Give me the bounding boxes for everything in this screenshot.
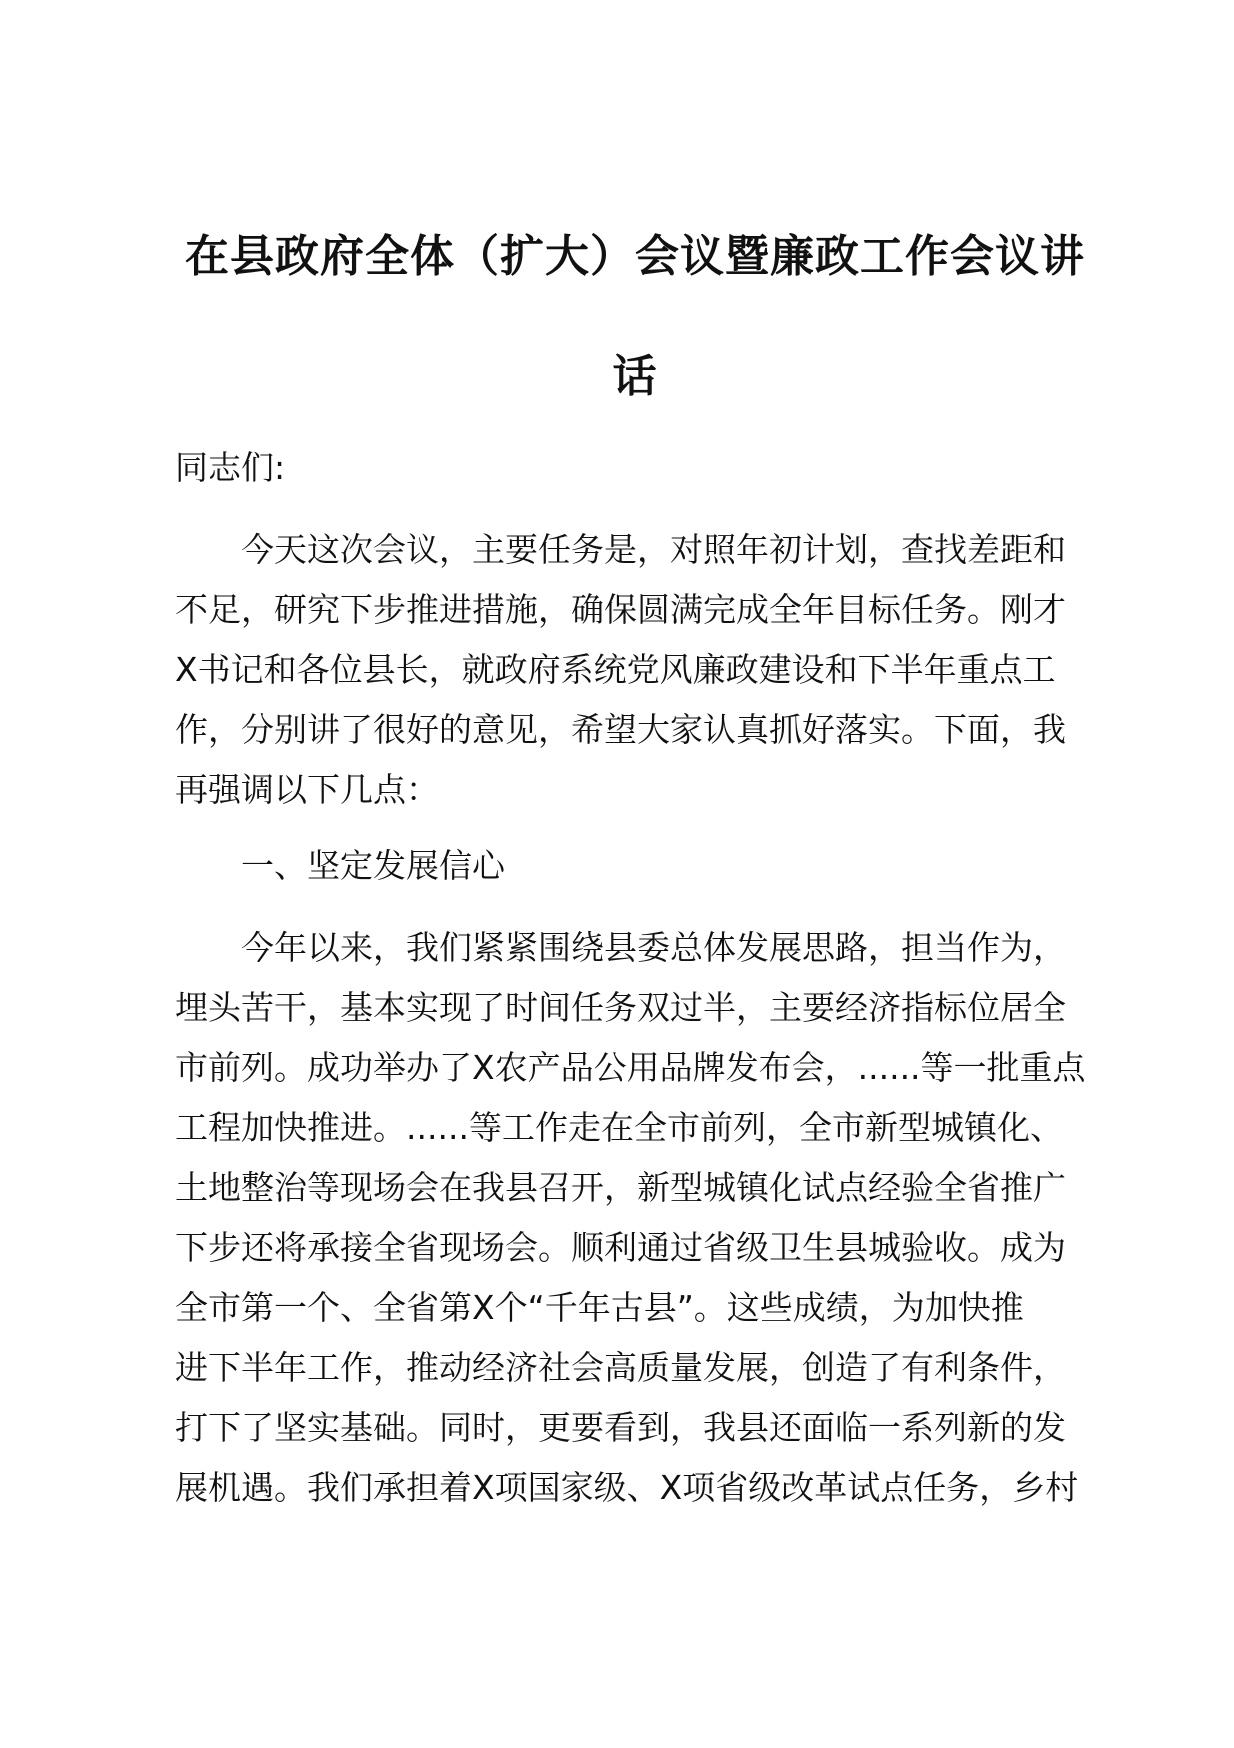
- paragraph-line: 今天这次会议，主要任务是，对照年初计划，查找差距和: [241, 530, 1066, 569]
- salutation: 同志们:: [175, 448, 286, 487]
- paragraph-line: 再强调以下几点：: [175, 770, 439, 809]
- paragraph-line: 全市第一个、全省第X个“千年古县”。这些成绩，为加快推: [175, 1288, 1024, 1327]
- document-title-line-1: 在县政府全体（扩大）会议暨廉政工作会议讲: [185, 231, 1085, 282]
- paragraph-line: 不足，研究下步推进措施，确保圆满完成全年目标任务。刚才: [175, 590, 1066, 629]
- paragraph-line: 工程加快推进。......等工作走在全市前列，全市新型城镇化、: [175, 1108, 1063, 1147]
- section-heading: 一、坚定发展信心: [241, 846, 505, 885]
- paragraph-line: 土地整治等现场会在我县召开，新型城镇化试点经验全省推广: [175, 1168, 1066, 1207]
- paragraph-line: X书记和各位县长，就政府系统党风廉政建设和下半年重点工: [175, 650, 1056, 689]
- paragraph-line: 今年以来，我们紧紧围绕县委总体发展思路，担当作为，: [241, 928, 1066, 967]
- paragraph-opening: [175, 520, 1095, 820]
- document-title-line-2: 话: [612, 351, 658, 402]
- paragraph-line: 展机遇。我们承担着X项国家级、X项省级改革试点任务，乡村: [175, 1468, 1079, 1507]
- paragraph-line: 下步还将承接全省现场会。顺利通过省级卫生县城验收。成为: [175, 1228, 1066, 1267]
- paragraph-development: [175, 918, 1095, 1518]
- paragraph-line: 进下半年工作，推动经济社会高质量发展，创造了有利条件，: [175, 1348, 1066, 1387]
- paragraph-line: 埋头苦干，基本实现了时间任务双过半，主要经济指标位居全: [175, 988, 1066, 1027]
- paragraph-line: 作，分别讲了很好的意见，希望大家认真抓好落实。下面，我: [175, 710, 1066, 749]
- paragraph-line: 打下了坚实基础。同时，更要看到，我县还面临一系列新的发: [175, 1408, 1066, 1447]
- paragraph-line: 市前列。成功举办了X农产品公用品牌发布会，......等一批重点: [175, 1048, 1086, 1087]
